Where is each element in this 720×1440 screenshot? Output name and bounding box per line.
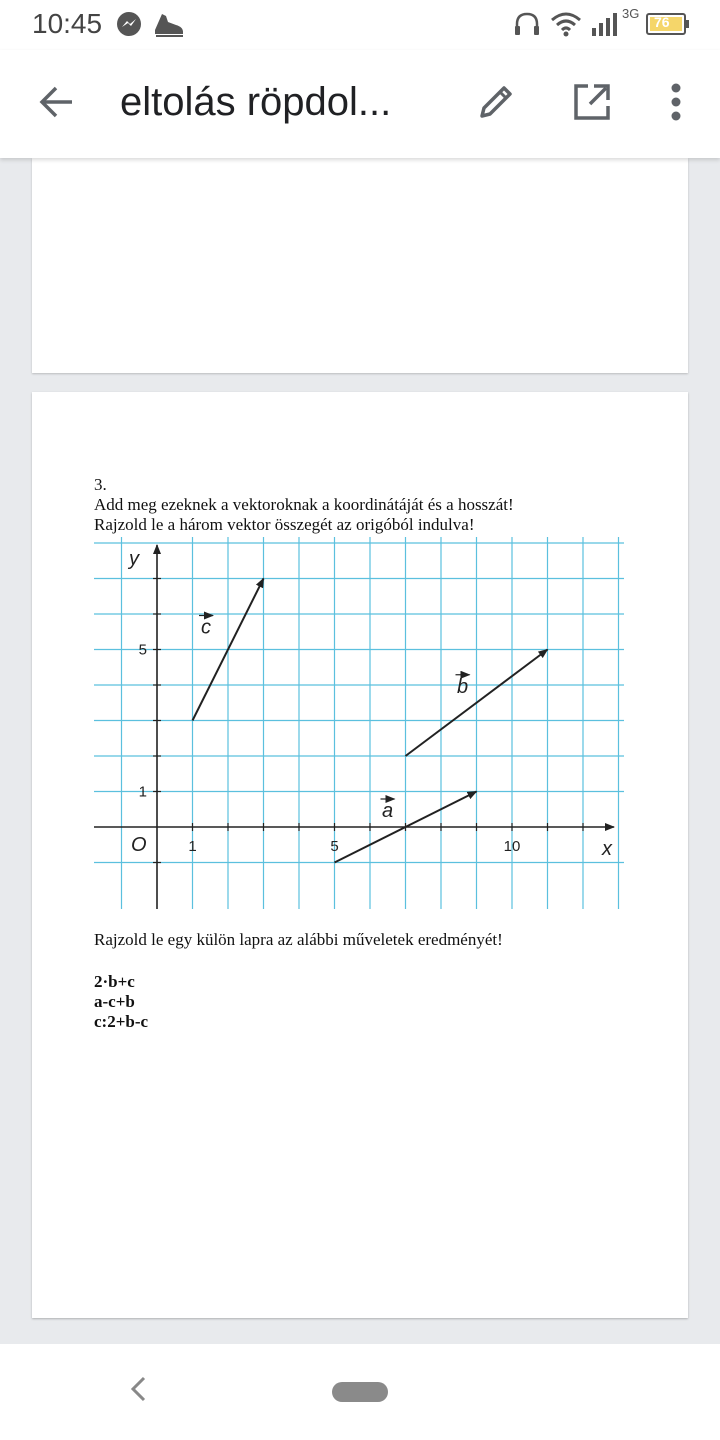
instruction-text: Rajzold le egy külön lapra az alábbi műveletek eredményét! [94, 930, 503, 949]
open-external-button[interactable] [564, 76, 620, 132]
nav-back-button[interactable] [122, 1372, 156, 1411]
question-text-line-1: Add meg ezeknek a vektoroknak a koordinátáját és a hosszát! [94, 495, 514, 514]
headphones-icon [512, 10, 542, 43]
vector-coordinate-graph [94, 537, 624, 909]
nav-back-icon [122, 1393, 156, 1410]
vector-label-a: a [381, 800, 394, 822]
document-page-1 [32, 158, 688, 373]
nav-home-pill[interactable] [332, 1382, 388, 1402]
document-title: eltolás röpdol... [120, 80, 392, 124]
more-options-button[interactable] [648, 76, 704, 132]
back-arrow-icon [36, 82, 76, 127]
edit-button[interactable] [468, 76, 524, 132]
signal-icon [590, 10, 620, 43]
wifi-icon [549, 10, 583, 43]
vector-label-c: c [201, 616, 211, 639]
y-tick-label: 1 [138, 783, 147, 801]
vector-label-b: b [456, 675, 469, 698]
origin-label: O [131, 834, 147, 856]
open-external-icon [572, 82, 612, 127]
document-page-2 [32, 392, 688, 1318]
operation-3: c:2+b-c [94, 1012, 149, 1031]
back-button[interactable] [28, 76, 84, 132]
app-bar [0, 50, 720, 158]
status-time: 10:45 [32, 8, 103, 39]
x-axis-label: x [602, 838, 612, 860]
more-vert-icon [670, 82, 682, 127]
x-tick-label: 10 [503, 838, 521, 855]
y-axis-label: y [129, 548, 139, 570]
x-tick-label: 5 [330, 838, 339, 855]
question-number: 3. [94, 475, 107, 494]
status-bar [0, 0, 720, 50]
network-type: 3G [622, 6, 640, 21]
question-text-line-2: Rajzold le a három vektor összegét az origóból indulva! [94, 515, 475, 534]
y-tick-label: 5 [138, 641, 147, 659]
operation-2: a-c+b [94, 992, 135, 1011]
operation-1: 2·b+c [94, 972, 135, 991]
x-tick-label: 1 [188, 838, 197, 855]
shoe-icon [152, 10, 186, 43]
battery-level: 76 [654, 14, 670, 30]
navigation-bar [0, 1344, 720, 1440]
messenger-icon [115, 10, 143, 43]
edit-pencil-icon [476, 82, 516, 127]
